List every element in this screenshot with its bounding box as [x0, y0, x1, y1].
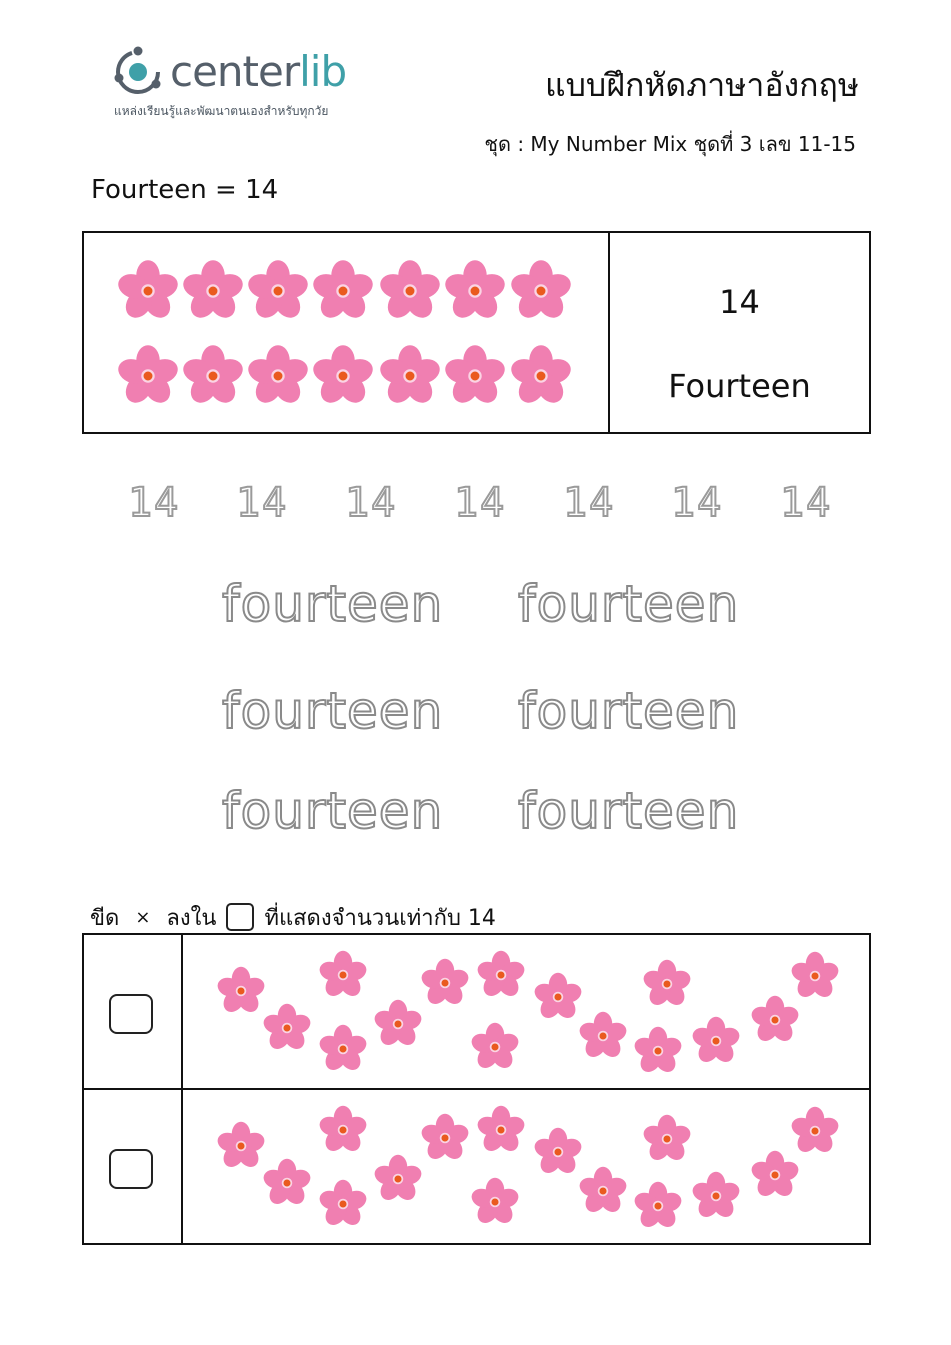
- number-box: [82, 231, 871, 434]
- flower-icon: [317, 1180, 369, 1229]
- choice-flower-group-2: [183, 1090, 869, 1243]
- flower-icon: [469, 1178, 521, 1227]
- flower-icon: [475, 951, 527, 1000]
- cross-mark-icon: ×: [135, 906, 151, 928]
- number-word: Fourteen: [668, 367, 811, 405]
- worksheet-title: แบบฝึกหัดภาษาอังกฤษ: [544, 66, 859, 104]
- choice-table: [82, 933, 871, 1245]
- logo: [112, 40, 382, 120]
- flower-icon: [442, 260, 508, 323]
- flower-icon: [789, 952, 841, 1001]
- flower-icon: [532, 973, 584, 1022]
- flower-icon: [690, 1172, 742, 1221]
- flower-icon: [577, 1167, 629, 1216]
- flower-icon: [261, 1159, 313, 1208]
- flower-icon: [372, 1155, 424, 1204]
- trace-numeral: 14: [780, 480, 833, 526]
- flower-icon: [180, 260, 246, 323]
- flower-icon: [215, 967, 267, 1016]
- flower-icon: [245, 345, 311, 408]
- instruction-text-middle: ลงใน: [166, 905, 217, 931]
- trace-numeral: 14: [236, 480, 289, 526]
- set-label: ชุด : My Number Mix ชุดที่ 3 เลข 11-15: [484, 132, 856, 156]
- trace-numeral: 14: [128, 480, 181, 526]
- flower-icon: [442, 345, 508, 408]
- flower-icon: [475, 1106, 527, 1155]
- flower-icon: [641, 960, 693, 1009]
- choice-checkbox-2[interactable]: [109, 1149, 153, 1189]
- flower-icon: [317, 1025, 369, 1074]
- trace-word: fourteen: [222, 575, 444, 633]
- flower-icon: [749, 1151, 801, 1200]
- flower-icon: [115, 260, 181, 323]
- trace-numeral: 14: [454, 480, 507, 526]
- logo-text-lib: lib: [299, 47, 347, 96]
- flower-icon: [749, 996, 801, 1045]
- flower-icon: [419, 959, 471, 1008]
- trace-numeral: 14: [563, 480, 616, 526]
- number-numeral: 14: [719, 283, 760, 321]
- choice-flower-group-1: [183, 935, 869, 1088]
- instruction-text-before: ขีด: [90, 905, 120, 931]
- checkbox-sample-icon: [226, 903, 254, 931]
- flower-icon: [532, 1128, 584, 1177]
- logo-tagline: แหล่งเรียนรู้และพัฒนาตนเองสำหรับทุกวัย: [114, 104, 329, 118]
- flower-icon: [377, 345, 443, 408]
- logo-mark-icon: [112, 46, 164, 98]
- instruction: [90, 902, 496, 932]
- flower-icon: [317, 1106, 369, 1155]
- flower-icon: [215, 1122, 267, 1171]
- flower-group: [84, 233, 608, 432]
- flower-icon: [115, 345, 181, 408]
- number-heading: Fourteen = 14: [91, 175, 279, 205]
- flower-icon: [641, 1115, 693, 1164]
- flower-icon: [469, 1023, 521, 1072]
- choice-checkbox-1[interactable]: [109, 994, 153, 1034]
- flower-icon: [317, 951, 369, 1000]
- flower-icon: [245, 260, 311, 323]
- trace-word: fourteen: [222, 782, 444, 840]
- trace-word: fourteen: [518, 782, 740, 840]
- flower-icon: [310, 345, 376, 408]
- flower-icon: [419, 1114, 471, 1163]
- flower-icon: [310, 260, 376, 323]
- trace-word: fourteen: [518, 575, 740, 633]
- flower-icon: [577, 1012, 629, 1061]
- flower-icon: [789, 1107, 841, 1156]
- flower-icon: [508, 345, 574, 408]
- flower-icon: [372, 1000, 424, 1049]
- trace-numeral: 14: [671, 480, 724, 526]
- flower-icon: [377, 260, 443, 323]
- instruction-text-after: ที่แสดงจำนวนเท่ากับ 14: [264, 905, 496, 931]
- flower-icon: [632, 1182, 684, 1231]
- flower-icon: [508, 260, 574, 323]
- logo-wordmark: [170, 48, 346, 96]
- trace-word: fourteen: [518, 682, 740, 740]
- flower-icon: [180, 345, 246, 408]
- trace-numeral: 14: [345, 480, 398, 526]
- trace-word: fourteen: [222, 682, 444, 740]
- flower-icon: [690, 1017, 742, 1066]
- flower-icon: [261, 1004, 313, 1053]
- flower-icon: [632, 1027, 684, 1076]
- logo-text-center: center: [170, 47, 300, 96]
